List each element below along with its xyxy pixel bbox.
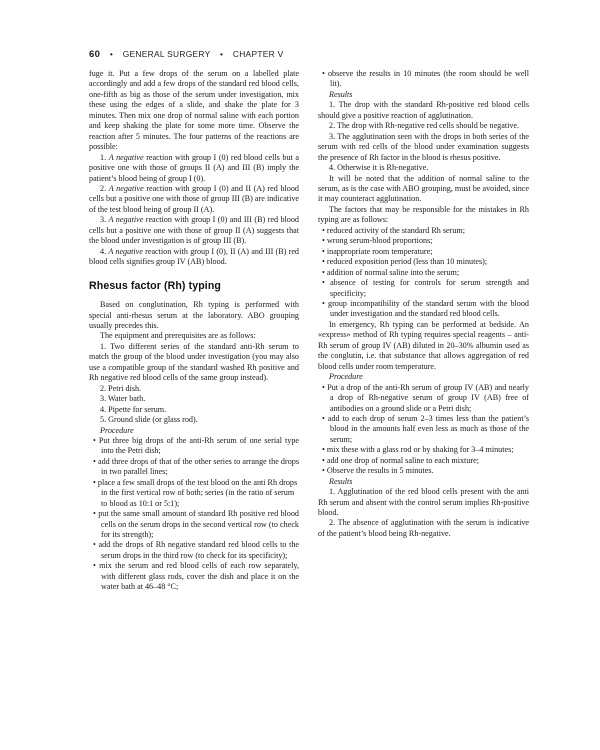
page-number: 60: [89, 49, 101, 60]
emergency-paragraph: In emergency, Rh typing can be performed at bedside. An «express» method of Rh typing requires special reagents – anti-Rh serum of group IV (AB) diluted in 20–30% albumin used as the conglutin, i.e. that substance that allows aggregation of red blood cells under room temperature.: [318, 319, 529, 371]
right-column: [318, 69, 529, 539]
pattern-number: 4.: [100, 246, 109, 256]
factors-intro: The factors that may be responsible for the mistakes in Rh typing are as follows:: [318, 204, 529, 225]
pattern-item: [89, 247, 299, 268]
pattern-item: [89, 184, 299, 215]
result-item: 4. Otherwise it is Rh-negative.: [329, 163, 429, 173]
procedure-step: • add three drops of that of the other series to arrange the drops in two parallel lines;: [93, 456, 299, 477]
procedure-step: • Put three big drops of the anti-Rh serum of one serial type into the Petri dish;: [93, 435, 299, 456]
factor-item: • absence of testing for controls for serum strength and specificity;: [322, 278, 529, 298]
factor-item: • reduced activity of the standard Rh serum;: [322, 225, 465, 235]
procedure-step: • add the drops of Rh negative standard red blood cells to the serum drops in the third row (to check for its specificity);: [93, 540, 299, 560]
results-label: Results: [329, 89, 353, 99]
result-item: 1. Agglutination of the red blood cells present with the anti Rh serum and absent with the control serum implies Rh-positive blood.: [318, 487, 529, 518]
header-bullet: •: [219, 49, 224, 59]
factor-item: • group incompatibility of the standard serum with the blood under investigation and the standard red blood cells.: [322, 298, 529, 319]
section-intro: Based on conglutination, Rh typing is performed with special anti-rhesus serum at the laboratory. ABO grouping usually precedes this.: [89, 300, 299, 330]
procedure-step: • mix these with a glass rod or by shaking for 3–4 minutes;: [322, 445, 514, 455]
factor-item: • reduced exposition period (less than 10 minutes);: [322, 257, 488, 267]
procedure-label: Procedure: [100, 425, 134, 435]
running-header: [89, 49, 529, 63]
factor-item: • wrong serum-blood proportions;: [322, 236, 433, 246]
result-item: 1. The drop with the standard Rh-positive red blood cells should give a positive reaction of agglutination.: [318, 100, 529, 120]
procedure-step: • Put a drop of the anti-Rh serum of group IV (AB) and nearly a drop of Rh-negative serum of group IV (AB) free of antibodies on a ground slide or a Petri dish;: [322, 382, 529, 413]
equipment-item: 4. Pipette for serum.: [100, 404, 167, 414]
procedure-step: • put the same small amount of standard Rh positive red blood cells on the serum drops in the second vertical row (to check for its strength);: [93, 509, 299, 540]
pattern-lead: A negative: [108, 152, 144, 162]
book-title: GENERAL SURGERY: [122, 49, 211, 59]
pattern-text: reaction with group I (0) and III (B) red blood cells but a positive one with those of group II (A) suggests that the blood under investigation is of group III (B).: [89, 215, 299, 246]
equipment-item: 1. Two different series of the standard anti-Rh serum to match the group of the blood under investigation (you may also use a compatible group of the standard washed Rh positive and Rh negative red blood cells of the same group instead).: [89, 341, 299, 383]
procedure-step: • observe the results in 10 minutes (the room should be well lit).: [322, 69, 529, 89]
saline-note: It will be noted that the addition of normal saline to the serum, as is the case with ABO grouping, must be avoided, since it may counteract agglutination.: [318, 173, 529, 204]
equipment-intro: The equipment and prerequisites are as follows:: [100, 331, 256, 341]
procedure-step: • add one drop of normal saline to each mixture;: [322, 455, 479, 465]
section-heading: Rhesus factor (Rh) typing: [89, 279, 221, 292]
result-item: 3. The agglutination seen with the drops in both series of the serum with red cells of the blood under examination suggests the presence of Rh factor in the blood is rhesus positive.: [318, 131, 529, 162]
pattern-lead: A negative: [108, 215, 144, 225]
results-label: Results: [329, 476, 353, 486]
procedure-step: • Observe the results in 5 minutes.: [322, 466, 434, 476]
pattern-number: 3.: [100, 215, 109, 225]
pattern-number: 2.: [100, 183, 109, 193]
equipment-item: 2. Petri dish.: [100, 383, 142, 393]
result-item: 2. The drop with Rh-negative red cells should be negative.: [329, 121, 520, 131]
procedure-step: • add to each drop of serum 2–3 times less than the patient’s blood in the amounts half even less as much as those of the serum;: [322, 413, 529, 444]
pattern-lead: A negative: [108, 183, 144, 193]
chapter-label: CHAPTER V: [232, 49, 284, 59]
result-item: 2. The absence of agglutination with the serum is indicative of the patient’s blood being Rh-negative.: [318, 518, 529, 538]
pattern-item: [89, 153, 299, 184]
equipment-item: 5. Ground slide (or glass rod).: [100, 415, 198, 425]
procedure-step: • mix the serum and red blood cells of each row separately, with different glass rods, cover the dish and place it on the water bath at 46–48 °C;: [93, 561, 299, 592]
factor-item: • inappropriate room temperature;: [322, 246, 433, 256]
pattern-item: [89, 215, 299, 246]
pattern-number: 1.: [100, 152, 109, 162]
intro-paragraph: fuge it. Put a few drops of the serum on a labelled plate accordingly and add a few drops of the standard red blood cells, one-fifth as big as those of the serum under investigation, mix these using the edges of a slide, and shake the plate for 3 minutes. Then mix one drop of normal saline with each portion and keep shaking the plate for some more time. Observe the reaction after 5 minutes. The four patterns of the reactions are possible:: [89, 69, 299, 152]
header-bullet: •: [109, 49, 114, 59]
left-column: [89, 69, 299, 593]
pattern-text: reaction with group I (0) and II (A) red blood cells but a positive one with those of group III (B) are indicative of the test blood being of group II (A).: [89, 183, 299, 214]
pattern-text: reaction with group I (0) red blood cells but a positive one with those of groups II (A) and III (B) imply the patient’s blood being of group I (0).: [89, 152, 300, 183]
equipment-item: 3. Water bath.: [100, 394, 146, 404]
factor-item: • addition of normal saline into the serum;: [322, 267, 460, 277]
procedure-label: Procedure: [329, 372, 363, 382]
pattern-text: reaction with group I (0), II (A) and III (B) red blood cells signifies group IV (AB) blood.: [89, 246, 299, 267]
procedure-step: • place a few small drops of the test blood on the anti Rh drops in the first vertical row of both; series (in the ratio of serum to blood as 10:1 or 5:1);: [93, 477, 298, 508]
pattern-lead: A negative: [108, 246, 143, 256]
